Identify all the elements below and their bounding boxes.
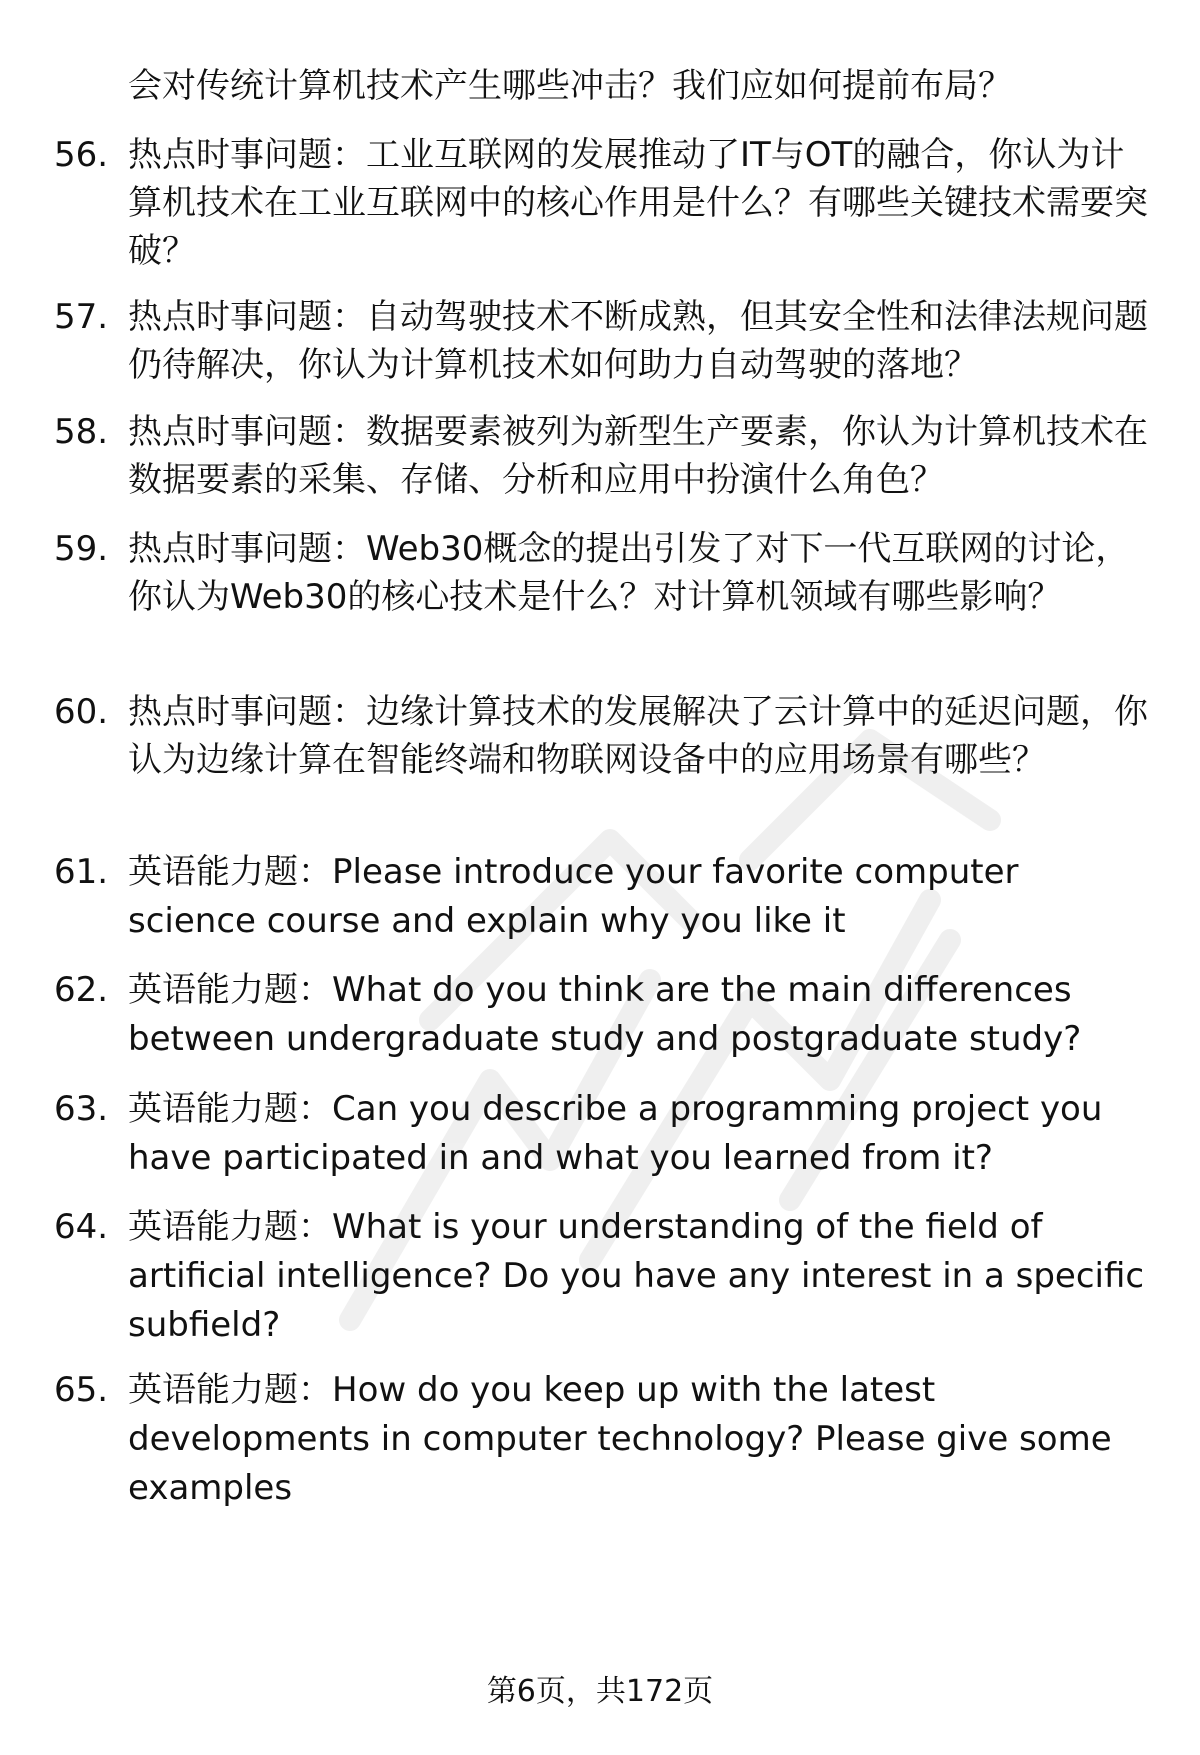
question-text: 热点时事问题：自动驾驶技术不断成熟，但其安全性和法律法规问题仍待解决，你认为计算机技术如何助力自动驾驶的落地？ [128,297,1148,385]
question-number: 59. [54,529,109,569]
question-number: 58. [54,412,109,452]
question-number: 60. [54,692,109,732]
question-number: 62. [54,970,109,1010]
question-text: 英语能力题：What do you think are the main differences between undergraduate study and postgraduate study? [128,970,1082,1059]
question-number: 64. [54,1207,109,1247]
question-text: 英语能力题：How do you keep up with the latest developments in computer technology? Please give some examples [128,1370,1112,1508]
continuation-text: 会对传统计算机技术产生哪些冲击？我们应如何提前布局？ [128,66,1012,106]
question-number: 63. [54,1089,109,1129]
question-text: 英语能力题：Can you describe a programming project you have participated in and what you learned from it? [128,1089,1103,1178]
question-text: 热点时事问题：边缘计算技术的发展解决了云计算中的延迟问题，你认为边缘计算在智能终端和物联网设备中的应用场景有哪些？ [128,692,1148,780]
question-number: 57. [54,297,109,337]
question-text: 热点时事问题：Web30概念的提出引发了对下一代互联网的讨论，你认为Web30的核心技术是什么？对计算机领域有哪些影响？ [128,529,1130,617]
page-footer: 第6页，共172页 [486,1674,714,1709]
question-number: 61. [54,852,109,892]
question-text: 热点时事问题：工业互联网的发展推动了IT与OT的融合，你认为计算机技术在工业互联网中的核心作用是什么？有哪些关键技术需要突破？ [128,135,1148,271]
question-number: 65. [54,1370,109,1410]
question-number: 56. [54,135,109,175]
question-text: 英语能力题：Please introduce your favorite computer science course and explain why you like it [128,852,1019,941]
question-text: 热点时事问题：数据要素被列为新型生产要素，你认为计算机技术在数据要素的采集、存储、分析和应用中扮演什么角色？ [128,412,1148,500]
question-text: 英语能力题：What is your understanding of the field of artificial intelligence? Do you have any interest in a specific subfield? [128,1207,1145,1345]
